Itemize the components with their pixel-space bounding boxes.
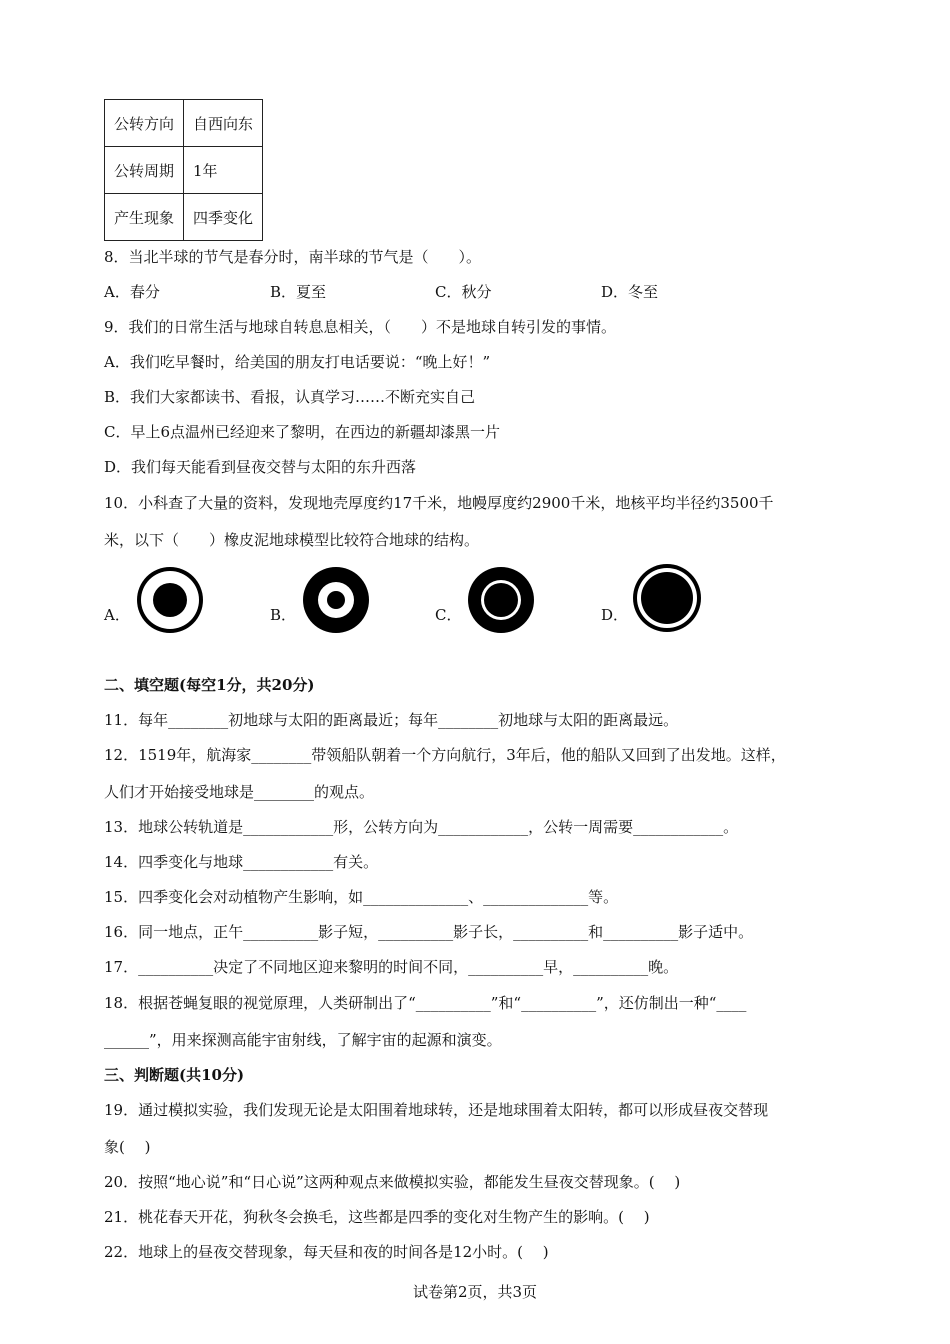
revolution-table: [104, 99, 263, 241]
question-15: 15．四季变化会对动植物产生影响，如______________、______________等。: [104, 888, 619, 906]
question-12-line-2: 人们才开始接受地球是________的观点。: [104, 783, 375, 801]
table-row: [105, 100, 263, 147]
q8-option-a: A．春分: [104, 283, 160, 301]
question-10-line-2: 米，以下（ ）橡皮泥地球模型比较符合地球的结构。: [104, 531, 480, 549]
question-9-text: 9．我们的日常生活与地球自转息息相关，（ ）不是地球自转引发的事情。: [104, 318, 617, 336]
q8-option-b: B．夏至: [270, 283, 327, 301]
question-13: 13．地球公转轨道是____________形，公转方向为____________，公转一周需要____________。: [104, 818, 739, 836]
question-16: 16．同一地点，正午__________影子短，__________影子长，__________和__________影子适中。: [104, 923, 754, 941]
question-22: 22．地球上的昼夜交替现象，每天昼和夜的时间各是12小时。( ): [104, 1243, 549, 1261]
q10-option-c-label: C．: [435, 606, 462, 624]
question-12-line-1: 12．1519年，航海家________带领船队朝着一个方向航行，3年后，他的船队又回到了出发地。这样，: [104, 746, 786, 764]
section-2-heading: 二、填空题(每空1分，共20分): [104, 676, 315, 694]
q9-option-a: A．我们吃早餐时，给美国的朋友打电话要说：“晚上好！”: [104, 353, 491, 371]
question-18-line-2: ______”，用来探测高能宇宙射线，了解宇宙的起源和演变。: [104, 1031, 502, 1049]
table-cell-label: 公转方向: [105, 100, 184, 147]
question-18-line-1: 18．根据苍蝇复眼的视觉原理，人类研制出了“__________”和“__________”，还仿制出一种“____: [104, 994, 747, 1012]
q9-option-d: D．我们每天能看到昼夜交替与太阳的东升西落: [104, 458, 417, 476]
table-row: [105, 194, 263, 241]
q10-option-b-label: B．: [270, 606, 297, 624]
table-cell-value: 1年: [184, 147, 263, 194]
question-21: 21．桃花春天开花，狗秋冬会换毛，这些都是四季的变化对生物产生的影响。( ): [104, 1208, 650, 1226]
q10-option-d-label: D．: [601, 606, 629, 624]
earth-model-d-icon: [631, 560, 711, 640]
q10-option-a-label: A．: [104, 606, 130, 624]
question-17: 17．__________决定了不同地区迎来黎明的时间不同，__________早，__________晚。: [104, 958, 679, 976]
q8-option-c: C．秋分: [435, 283, 492, 301]
table-row: [105, 147, 263, 194]
table-cell-label: 公转周期: [105, 147, 184, 194]
question-10-line-1: 10．小科查了大量的资料，发现地壳厚度约17千米，地幔厚度约2900千米，地核平均半径约3500千: [104, 494, 774, 512]
q8-option-d: D．冬至: [601, 283, 659, 301]
q9-option-c: C．早上6点温州已经迎来了黎明，在西边的新疆却漆黑一片: [104, 423, 501, 441]
question-14: 14．四季变化与地球____________有关。: [104, 853, 379, 871]
table-cell-value: 自西向东: [184, 100, 263, 147]
question-8-text: 8．当北半球的节气是春分时，南半球的节气是（ ）。: [104, 248, 482, 266]
section-3-heading: 三、判断题(共10分): [104, 1066, 245, 1084]
table-cell-label: 产生现象: [105, 194, 184, 241]
page-footer: 试卷第2页，共3页: [412, 1283, 538, 1301]
earth-model-a-icon: [134, 560, 214, 640]
earth-model-c-icon: [465, 560, 545, 640]
question-11: 11．每年________初地球与太阳的距离最近；每年________初地球与太阳的距离最远。: [104, 711, 679, 729]
table-cell-value: 四季变化: [184, 194, 263, 241]
question-19-line-1: 19．通过模拟实验，我们发现无论是太阳围着地球转，还是地球围着太阳转，都可以形成昼夜交替现: [104, 1101, 769, 1119]
question-20: 20．按照“地心说”和“日心说”这两种观点来做模拟实验，都能发生昼夜交替现象。( ): [104, 1173, 681, 1191]
earth-model-b-icon: [300, 560, 380, 640]
question-19-line-2: 象( ): [104, 1138, 151, 1156]
q9-option-b: B．我们大家都读书、看报，认真学习……不断充实自己: [104, 388, 476, 406]
